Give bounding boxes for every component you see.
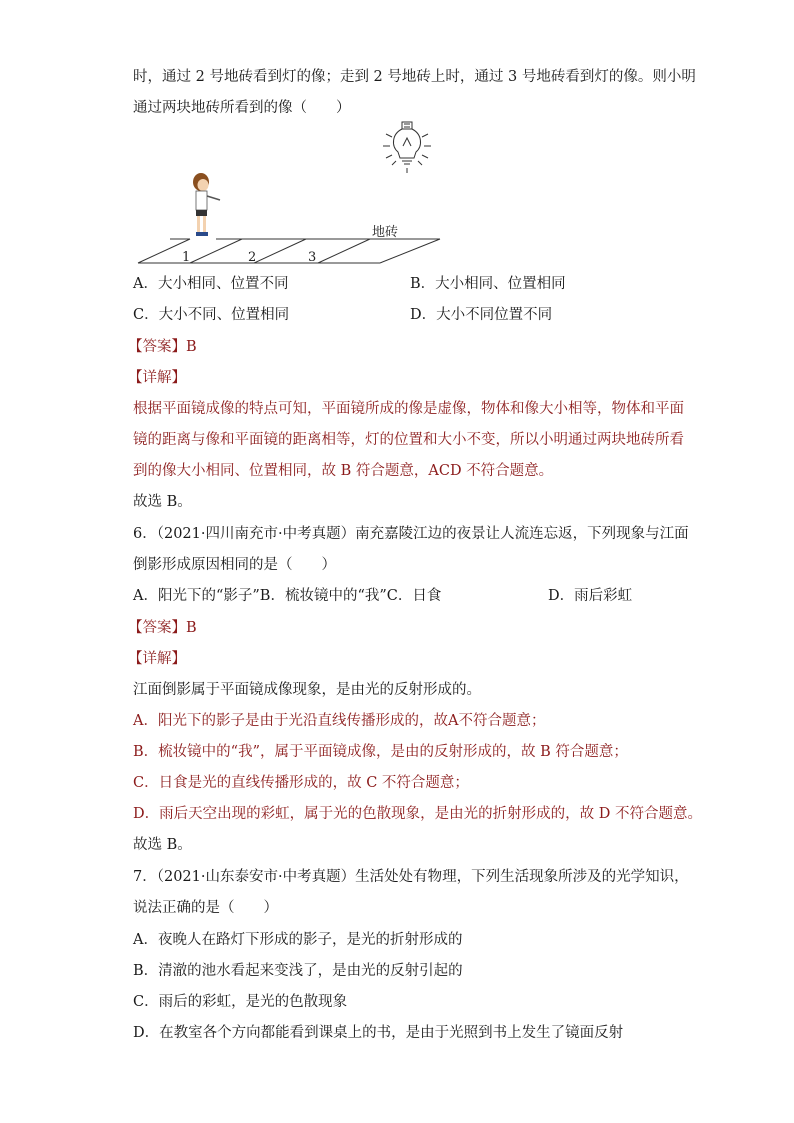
person-figure xyxy=(193,173,220,236)
q5-option-a: A．大小相同、位置不同 xyxy=(133,276,289,292)
q5-conclusion: 故选 B。 xyxy=(133,494,192,510)
lamp-icon xyxy=(383,122,431,173)
q5-explain-line-2: 镜的距离与像和平面镜的距离相等，灯的位置和大小不变，所以小明通过两块地砖所看 xyxy=(133,432,684,448)
q5-answer: 【答案】B xyxy=(128,339,197,355)
tile-number-2: 2 xyxy=(248,250,257,265)
q5-figure xyxy=(130,118,460,268)
q7-option-d: D．在教室各个方向都能看到课桌上的书，是由于光照到书上发生了镜面反射 xyxy=(133,1025,624,1041)
q6-option-d: D．雨后彩虹 xyxy=(548,588,633,604)
tile-number-1: 1 xyxy=(182,250,191,265)
q6-explain-b: B．梳妆镜中的“我”，属于平面镜成像，是由的反射形成的，故 B 符合题意； xyxy=(133,744,628,760)
q6-options-abc: A．阳光下的“影子”B．梳妆镜中的“我”C．日食 xyxy=(133,588,442,604)
q6-answer: 【答案】B xyxy=(128,620,197,636)
q7-option-a: A．夜晚人在路灯下形成的影子，是光的折射形成的 xyxy=(133,932,463,948)
q6-explain-c: C．日食是光的直线传播形成的，故 C 不符合题意； xyxy=(133,775,469,791)
q7-option-b: B．清澈的池水看起来变浅了，是由光的反射引起的 xyxy=(133,963,463,979)
q7-option-c: C．雨后的彩虹，是光的色散现象 xyxy=(133,994,348,1010)
q5-explain-line-3: 到的像大小相同、位置相同，故 B 符合题意，ACD 不符合题意。 xyxy=(133,463,554,479)
floor-label: 地砖 xyxy=(372,225,399,240)
q5-explain-line-1: 根据平面镜成像的特点可知，平面镜所成的像是虚像，物体和像大小相等，物体和平面 xyxy=(133,401,684,417)
q6-explain-d: D．雨后天空出现的彩虹，属于光的色散现象，是由光的折射形成的，故 D 不符合题意。 xyxy=(133,806,702,822)
tile-number-3: 3 xyxy=(308,250,317,265)
q5-stem-line-1: 时，通过 2 号地砖看到灯的像；走到 2 号地砖上时，通过 3 号地砖看到灯的像。则小明 xyxy=(133,69,696,85)
q5-detail-label: 【详解】 xyxy=(128,370,186,386)
q6-stem-line-2: 倒影形成原因相同的是（ ） xyxy=(133,557,336,573)
q5-stem-line-2: 通过两块地砖所看到的像（ ） xyxy=(133,100,351,116)
q6-detail-label: 【详解】 xyxy=(128,651,186,667)
q7-stem-line-1: 7．（2021·山东泰安市·中考真题）生活处处有物理，下列生活现象所涉及的光学知识， xyxy=(133,869,689,885)
q5-option-d: D．大小不同位置不同 xyxy=(410,307,553,323)
q6-explain-intro: 江面倒影属于平面镜成像现象，是由光的反射形成的。 xyxy=(133,682,481,698)
q6-stem-line-1: 6．（2021·四川南充市·中考真题）南充嘉陵江边的夜景让人流连忘返，下列现象与江面 xyxy=(133,526,689,542)
q7-stem-line-2: 说法正确的是（ ） xyxy=(133,900,278,916)
q5-option-c: C．大小不同、位置相同 xyxy=(133,307,290,323)
q6-conclusion: 故选 B。 xyxy=(133,837,192,853)
q5-option-b: B．大小相同、位置相同 xyxy=(410,276,566,292)
q6-explain-a: A．阳光下的影子是由于光沿直线传播形成的，故A不符合题意； xyxy=(133,713,546,729)
